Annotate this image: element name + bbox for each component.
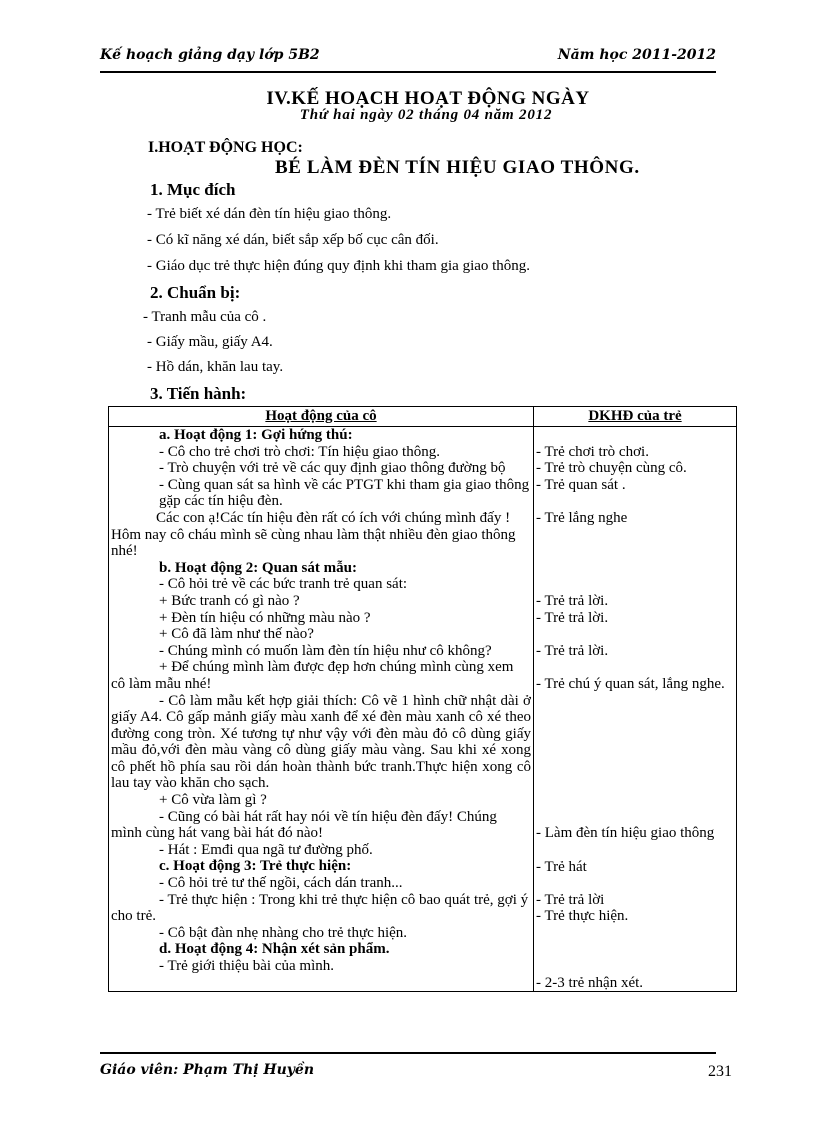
activity-line: - Hát : Emđi qua ngã tư đường phố. — [159, 841, 373, 858]
header-left: Kế hoạch giảng dạy lớp 5B2 — [100, 47, 320, 63]
activity-line: + Bức tranh có gì nào ? — [159, 592, 300, 609]
goals-heading: 1. Mục đích — [150, 180, 236, 199]
footer-rule — [100, 1052, 716, 1054]
response-line: - Trẻ trả lời. — [536, 592, 609, 609]
activity-table — [108, 406, 737, 992]
prep-heading: 2. Chuẩn bị: — [150, 283, 241, 302]
goals-item: - Giáo dục trẻ thực hiện đúng quy định khi tham gia giao thông. — [147, 258, 531, 274]
activity-line: - Cô cho trẻ chơi trò chơi: Tín hiệu giao thông. — [159, 443, 440, 460]
teacher-activities-cell — [109, 427, 534, 992]
activity-heading: c. Hoạt động 3: Trẻ thực hiện: — [159, 858, 352, 875]
teacher-name: Giáo viên: Phạm Thị Huyền — [100, 1062, 315, 1078]
response-line: - Trẻ chú ý quan sát, lắng nghe. — [536, 675, 725, 692]
activity-line: + Cô đã làm như thế nào? — [159, 626, 314, 643]
response-line: - Trẻ lắng nghe — [536, 509, 628, 526]
prep-item: - Giấy mầu, giấy A4. — [147, 334, 273, 350]
activity-line: + Đèn tín hiệu có những màu nào ? — [159, 609, 371, 626]
activity-line: - Chúng mình có muốn làm đèn tín hiệu như cô không? — [159, 642, 492, 659]
activity-line: - Cùng quan sát sa hình về các PTGT khi tham gia giao thông gặp các tín hiệu đèn. — [159, 476, 530, 510]
header-rule — [100, 71, 716, 73]
table-header-row — [109, 407, 737, 427]
spacer — [536, 427, 734, 444]
prep-item: - Hồ dán, khăn lau tay. — [147, 359, 284, 375]
activity-heading: d. Hoạt động 4: Nhận xét sản phẩm. — [159, 941, 390, 958]
goals-item: - Có kĩ năng xé dán, biết sắp xếp bố cục cân đối. — [147, 232, 439, 248]
response-line: - Trẻ hát — [536, 858, 587, 875]
activity-line: Các con ạ!Các tín hiệu đèn rất có ích với chúng mình đấy ! Hôm nay cô cháu mình sẽ cùng nhau làm thật nhiều đèn giao thông nhé! — [111, 509, 516, 560]
response-line: - Trẻ thực hiện. — [536, 908, 629, 925]
page-title: IV.KẾ HOẠCH HOẠT ĐỘNG NGÀY — [266, 88, 590, 109]
activity-heading: a. Hoạt động 1: Gợi hứng thú: — [159, 427, 353, 443]
activity-line: - Trẻ thực hiện : Trong khi trẻ thực hiện cô bao quát trẻ, gợi ý cho trẻ. — [111, 891, 529, 925]
lesson-title: BÉ LÀM ĐÈN TÍN HIỆU GIAO THÔNG. — [275, 157, 640, 178]
activity-line: - Trẻ giới thiệu bài của mình. — [159, 958, 334, 974]
activity-line: - Trò chuyện với trẻ về các quy định giao thông đường bộ — [159, 460, 506, 477]
response-line: - 2-3 trẻ nhận xét. — [536, 974, 644, 991]
response-line: - Trẻ quan sát . — [536, 476, 626, 493]
response-line: - Trẻ trò chuyện cùng cô. — [536, 460, 687, 477]
response-line: - Trẻ trả lời. — [536, 609, 609, 626]
goals-item: - Trẻ biết xé dán đèn tín hiệu giao thông. — [147, 206, 392, 222]
col-header-teacher: Hoạt động của cô — [109, 407, 534, 427]
activity-line: + Cô vừa làm gì ? — [159, 792, 267, 809]
response-line: - Trẻ chơi trò chơi. — [536, 443, 649, 460]
section-label: I.HOẠT ĐỘNG HỌC: — [148, 139, 303, 156]
procedure-heading: 3. Tiến hành: — [150, 384, 247, 403]
activity-line: - Cô bật đàn nhẹ nhàng cho trẻ thực hiện. — [159, 924, 408, 941]
response-line: - Trẻ trả lời — [536, 891, 605, 908]
table-body-row — [109, 427, 737, 992]
activity-line: - Cô hỏi trẻ về các bức tranh trẻ quan sát: — [159, 576, 408, 593]
children-activities-cell — [534, 427, 737, 992]
response-line: - Trẻ trả lời. — [536, 642, 609, 659]
col-header-children: DKHĐ của trẻ — [534, 407, 737, 427]
activity-line: - Cũng có bài hát rất hay nói về tín hiệu đèn đấy! Chúng mình cùng hát vang bài hát đó nào! — [111, 808, 497, 842]
page-subtitle: Thứ hai ngày 02 tháng 04 năm 2012 — [299, 107, 553, 123]
activity-heading: b. Hoạt động 2: Quan sát mẫu: — [159, 559, 357, 576]
response-line: - Làm đèn tín hiệu giao thông — [536, 825, 715, 842]
activity-line: - Cô làm mẫu kết hợp giải thích: Cô vẽ 1 hình chữ nhật dài ở giấy A4. Cô gấp mảnh giấy màu xanh để xé đèn màu xanh cô xé theo đường cong tròn. Xé tương tự như vậy với đèn màu đỏ cô dùng giấy mầu đỏ,với đèn màu vàng cô dùng giấy màu vàng. Sau khi xé xong cô phết hồ phía sau rồi dán hoàn thành bức tranh.Thực hiện xong cô lau tay vào khăn cho sạch. — [111, 692, 531, 792]
header-right: Năm học 2011-2012 — [557, 47, 716, 63]
activity-line: - Cô hỏi trẻ tư thế ngồi, cách dán tranh... — [159, 875, 403, 892]
page-number: 231 — [708, 1063, 732, 1080]
prep-item: - Tranh mẫu của cô . — [143, 309, 267, 325]
activity-line: + Để chúng mình làm được đẹp hơn chúng mình cùng xem cô làm mẫu nhé! — [111, 659, 514, 692]
